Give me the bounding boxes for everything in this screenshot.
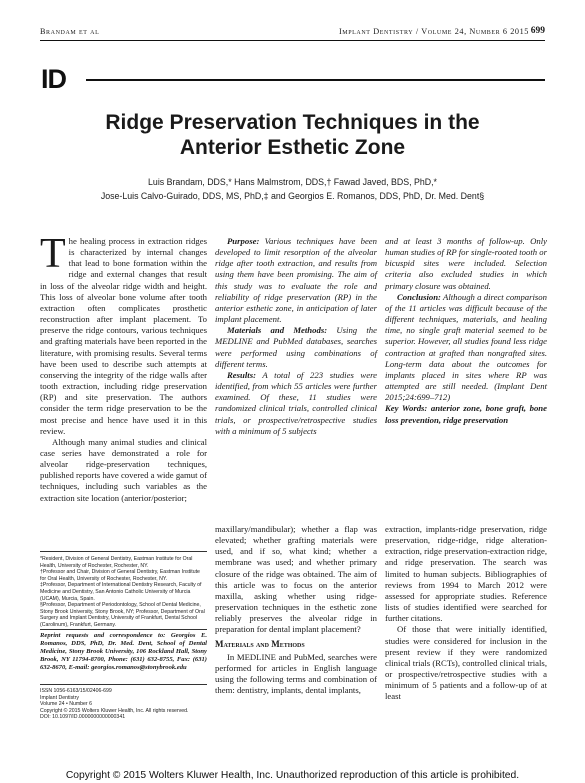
- reprint-request: Reprint requests and correspondence to: Georgios E. Romanos, DDS, PhD, Dr. Med. Dent, School of Dental Medicine, Stony Brook University, 106 Rockland Hall, Stony Brook, NY 11794-8700, Phone: (631) 632-8755, Fax: (631) 632-8670, E-mail: georgios.romanos@stonybrook.edu: [40, 632, 207, 672]
- logo-rule: [40, 79, 545, 81]
- methods-label: Materials and Methods:: [227, 325, 328, 336]
- methods-paragraph-1: In MEDLINE and PubMed, searches were performed for articles in English language using the following terms and combination of them: dentistry, implants, dental implants,: [215, 651, 377, 696]
- footnote-4: §Professor, Department of Periodontology, School of Dental Medicine, Stony Brook University, Stony Brook, NY; Professor, Department of Oral Surgery and Implant Dentistry, University of Frankfurt, Dental School (Carolinum), Frankfurt, Germany.: [40, 602, 205, 628]
- author-list: [40, 176, 545, 203]
- abstract-column-1: [215, 236, 377, 437]
- body-column-3: [385, 524, 547, 703]
- inclusion-paragraph: Of those that were initially identified, studies were considered for inclusion in the present review if they were randomized clinical trials (RCTs), controlled clinical trials, or prospective/retrospective studies with a minimum of 5 patients and a follow-up of at least: [385, 624, 547, 702]
- body-paragraph-continued: maxillary/mandibular); whether a flap was elevated; whether grafting materials were used, and if so, what kind; whether a membrane was used; and whether primary closure of the ridge was obtained. The aim of this article was to focus on the anterior maxilla, asking whether using ridge-preservation techniques in the esthetic zone reliably preserves the alveolar ridge in preparation for dental implant placement?: [215, 524, 377, 635]
- abstract-conclusion: [385, 292, 547, 404]
- section-heading-methods: Materials and Methods: [215, 638, 305, 649]
- keywords-label: Key Words:: [385, 403, 428, 414]
- abstract-results: [215, 370, 377, 437]
- purpose-label: Purpose:: [227, 236, 260, 246]
- abstract-purpose: [215, 236, 377, 325]
- journal-logo-text: ID: [41, 64, 66, 94]
- running-head-journal: Implant Dentistry / Volume 24, Number 6 2015: [338, 27, 529, 36]
- footnote-rule: [40, 551, 207, 552]
- search-terms-paragraph: extraction, implants-ridge preservation, ridge preservation, ridge-ridge, ridge alteration-extraction, ridge preservation-extraction ridge, and ridge preservation. The search was limited to human subjects. Bibliographies of reviews from 1994 to March 2012 were assessed for appropriate studies. Reference lists of studies identified were searched for further citations.: [385, 524, 547, 624]
- title-line-2: Anterior Esthetic Zone: [179, 136, 406, 159]
- title-line-1: Ridge Preservation Techniques in the: [105, 111, 480, 134]
- authors-line-2: Jose-Luis Calvo-Guirado, DDS, MS, PhD,‡ and Georgios E. Romanos, DDS, PhD, Dr. Med. Dent§: [100, 190, 485, 201]
- running-head-authors: Brandam et al: [40, 27, 100, 36]
- intro-paragraph-1-text: he healing process in extraction ridges is characterized by internal changes that lead to bone formation within the ridge and external changes that result in loss of the alveolar ridge width and height. This loss of alveolar bone volume after tooth extraction often complicates prosthetic reconstruction after implant placement. To preserve the ridge contours, various techniques and grafting materials have been reported in the literature, with promising results. Several terms have been used to describe such attempts at conserving the integrity of the ridge walls after tooth extraction, including ridge preservation (RP) and site preservation. The authors consider the term ridge preservation to be the most precise and hence have used it in this review.: [40, 236, 207, 436]
- doi: DOI: 10.1097/ID.0000000000000341: [40, 714, 126, 721]
- header-rule: [40, 40, 545, 41]
- results-text: A total of 223 studies were identified, from which 55 articles were further examined. Of these, 11 studies were randomized clinical trials, controlled clinical trials, or prospective/retrospective studies with a minimum of 5 subjects: [215, 369, 377, 436]
- meta-rule: [40, 684, 207, 685]
- intro-paragraph-2: Although many animal studies and clinical case series have demonstrated a role for alveolar ridge-preservation techniques, published reports have covered a wide gamut of techniques, including such variables as the extraction site location (anterior/posterior;: [40, 436, 207, 503]
- purpose-text: Various techniques have been developed to limit resorption of the alveolar ridge after tooth extraction, and results from using them have been promising. The aim of this study was to evaluate the role and reliability of ridge preservation (RP) in the anterior esthetic zone, in anticipation of later implant placement.: [215, 236, 378, 325]
- keywords: [385, 403, 547, 425]
- publication-meta: [40, 688, 207, 721]
- copyright-banner: Copyright © 2015 Wolters Kluwer Health, Inc. Unauthorized reproduction of this article is prohibited.: [65, 770, 520, 781]
- footnote-3: ‡Professor, Department of International Dentistry Research, Faculty of Medicine and Dentistry, San Antonio Catholic University of Murcia (UCAM), Murcia, Spain.: [40, 582, 202, 602]
- conclusion-label: Conclusion:: [397, 291, 441, 302]
- affiliation-footnotes: [40, 556, 207, 629]
- results-continued: and at least 3 months of follow-up. Only human studies of RP for single-rooted tooth or bicuspid sites were included. Selection criteria also excluded studies in which primary closure was obtained.: [385, 236, 547, 291]
- footnote-1: *Resident, Division of General Dentistry, Eastman Institute for Oral Health, University of Rochester, Rochester, NY.: [40, 556, 193, 569]
- page-number: 699: [530, 26, 545, 36]
- keywords-text: anterior zone, bone graft, bone loss prevention, ridge preservation: [385, 403, 547, 425]
- footnote-2: †Professor and Chair, Division of General Dentistry, Eastman Institute for Oral Health, University of Rochester, Rochester, NY.: [40, 569, 200, 582]
- abstract-methods: [215, 325, 377, 370]
- conclusion-text: Although a direct comparison of the 11 articles was difficult because of the different techniques, materials, and healing time, no single graft material seemed to be superior. However, all studies found less ridge contraction at grafted than nongrafted sites. Long-term data about the outcomes for implants placed in sites where RP was attempted are still needed. (Implant Dent 2015;24:699–712): [385, 291, 547, 403]
- methods-text: Using the MEDLINE and PubMed databases, searches were performed using combinations of different terms.: [215, 325, 378, 369]
- issn: ISSN 1056-6163/15/02406-699: [40, 688, 112, 694]
- authors-line-1: Luis Brandam, DDS,* Hans Malmstrom, DDS,† Fawad Javed, BDS, PhD,*: [148, 177, 437, 187]
- article-title: [40, 110, 545, 160]
- volume-number: Volume 24 • Number 6: [40, 701, 92, 708]
- journal-name: Implant Dentistry: [40, 694, 79, 701]
- results-label: Results:: [227, 369, 256, 380]
- intro-column: [40, 231, 207, 504]
- rights-statement: Copyright © 2015 Wolters Kluwer Health, Inc. All rights reserved.: [40, 707, 189, 714]
- abstract-column-2: [385, 236, 547, 426]
- drop-cap: T: [40, 231, 66, 277]
- intro-paragraph-1: [40, 231, 207, 437]
- reprint-rule: [40, 629, 207, 630]
- body-column-2: [215, 524, 377, 696]
